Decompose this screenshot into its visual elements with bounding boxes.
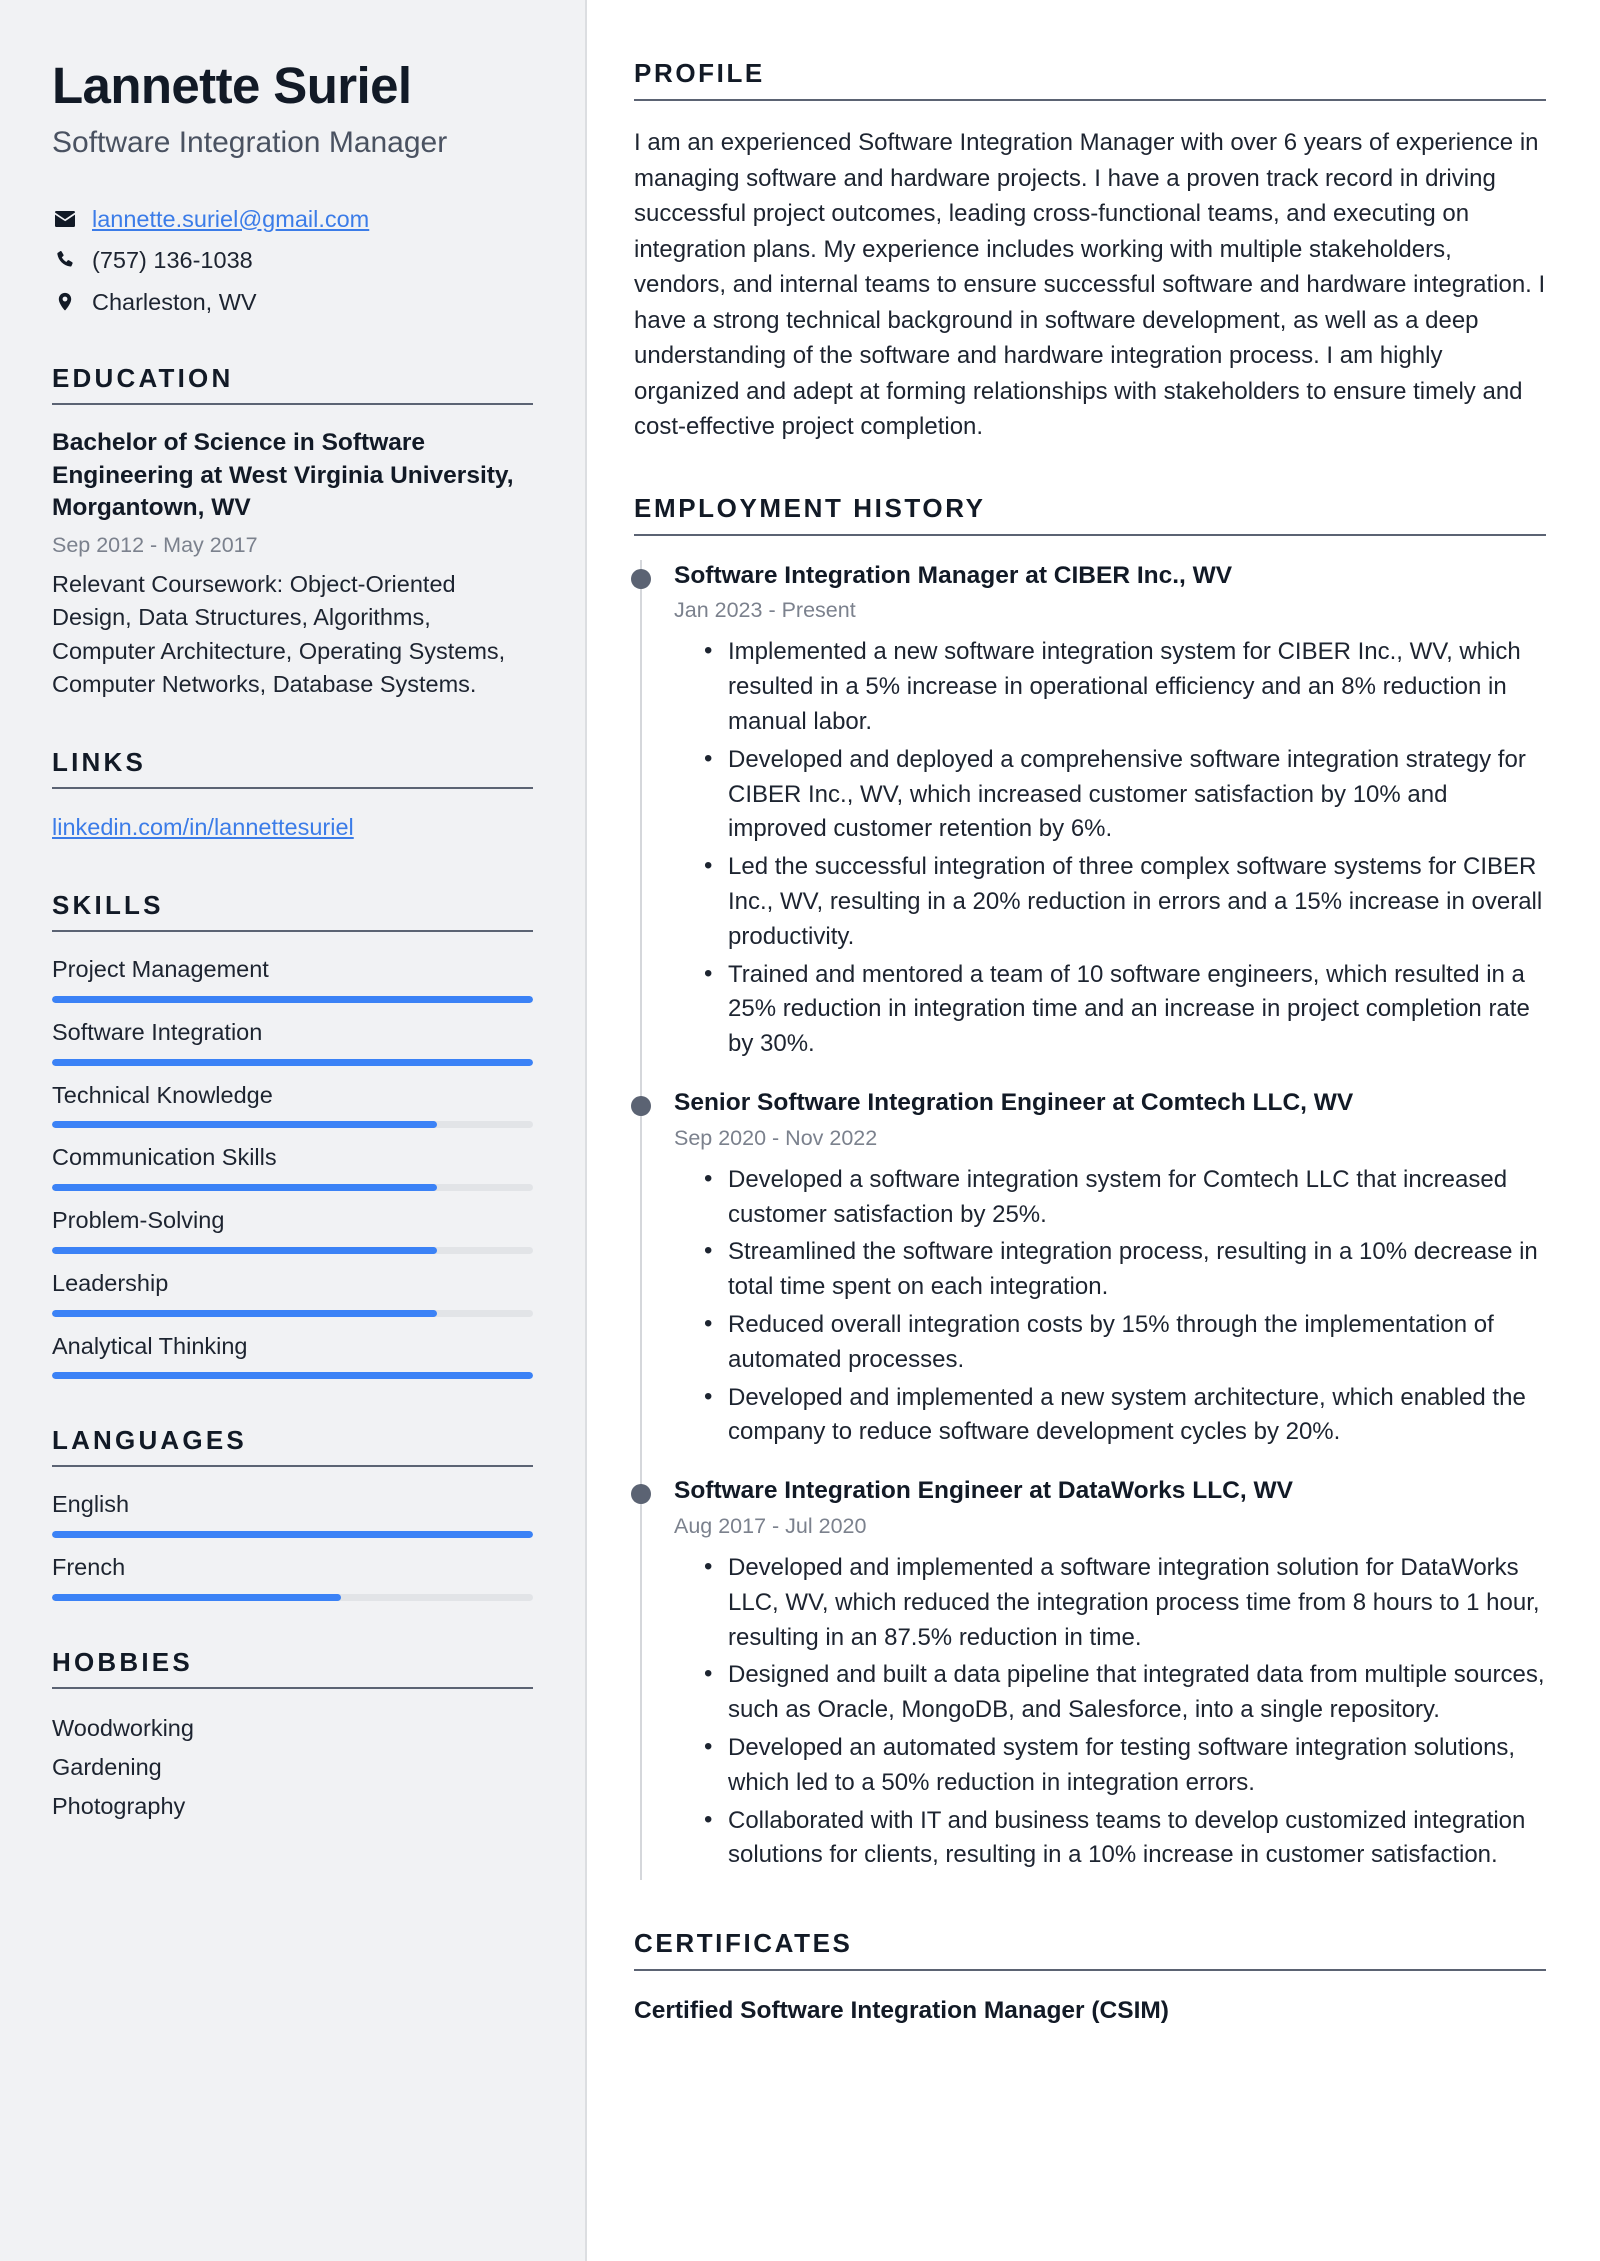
section-profile — [634, 58, 1546, 445]
skill-meter-fill — [52, 1184, 437, 1191]
skill-meter-track — [52, 1310, 533, 1317]
timeline-dot-icon — [631, 569, 651, 589]
section-employment-history — [634, 493, 1546, 1880]
employment-bullet: • Reduced overall integration costs by 15% through the implementation of automated processes. — [728, 1308, 1546, 1378]
skill-label: Analytical Thinking — [52, 1332, 248, 1359]
skill-meter-fill — [52, 996, 533, 1003]
employment-bullet: • Streamlined the software integration process, resulting in a 10% decrease in total time spent on each integration. — [728, 1235, 1546, 1305]
skill-label: Problem-Solving — [52, 1207, 225, 1234]
skill-label: Technical Knowledge — [52, 1081, 273, 1108]
language-row — [52, 1489, 533, 1538]
employment-bullets — [674, 1163, 1546, 1450]
employment-bullet: • Implemented a new software integration system for CIBER Inc., WV, which resulted in a 5% increase in operational efficiency and an 8% reduction in manual labor. — [728, 635, 1546, 739]
contact-phone-text: (757) 136-1038 — [92, 247, 253, 274]
skill-label: Software Integration — [52, 1018, 263, 1045]
education-description: Relevant Coursework: Object-Oriented Design, Data Structures, Algorithms, Computer Architecture, Operating Systems, Computer Networks, Database Systems. — [52, 570, 506, 697]
phone-icon — [52, 249, 78, 272]
education-dates: Sep 2012 - May 2017 — [52, 532, 258, 557]
employment-bullets — [674, 1551, 1546, 1873]
skill-meter-track — [52, 1247, 533, 1254]
language-label: English — [52, 1491, 130, 1518]
hobby-item: Woodworking — [52, 1714, 194, 1741]
languages-heading: LANGUAGES — [52, 1425, 533, 1467]
skill-meter-fill — [52, 1310, 437, 1317]
candidate-job-title: Software Integration Manager — [52, 126, 448, 160]
section-languages — [52, 1425, 533, 1600]
language-meter-fill — [52, 1594, 341, 1601]
contact-email-text[interactable]: lannette.suriel@gmail.com — [92, 205, 370, 232]
skill-row — [52, 1080, 533, 1129]
certificates-heading: CERTIFICATES — [634, 1928, 1546, 1971]
profile-text: I am an experienced Software Integration Manager with over 6 years of experience in managing software and hardware projects. I have a proven track record in driving successful project outcomes, leading cross-functional teams, and executing on integration plans. My experience includes working with multiple stakeholders, vendors, and internal teams to ensure successful software and hardware integration. I have a strong technical background in software development, as well as a deep understanding of the software and hardware integration process. I am highly organized and adept at forming relationships with stakeholders to ensure timely and cost-effective project completion. — [634, 129, 1546, 441]
contact-location-text: Charleston, WV — [92, 288, 257, 315]
employment-entry — [642, 1475, 1546, 1880]
employment-dates: Aug 2017 - Jul 2020 — [674, 1513, 867, 1538]
employment-bullet: • Developed a software integration system for Comtech LLC that increased customer satisfaction by 25%. — [728, 1163, 1546, 1233]
location-pin-icon — [52, 290, 78, 314]
profile-heading: PROFILE — [634, 58, 1546, 101]
employment-bullet: • Developed and implemented a new system architecture, which enabled the company to reduce software development cycles by 20%. — [728, 1381, 1546, 1451]
employment-dates: Sep 2020 - Nov 2022 — [674, 1125, 878, 1150]
employment-bullet: • Developed and implemented a software integration solution for DataWorks LLC, WV, which reduced the integration process time from 8 hours to 1 hour, resulting in an 87.5% reduction in time. — [728, 1551, 1546, 1655]
skill-label: Project Management — [52, 956, 269, 983]
spacer — [642, 1069, 1546, 1087]
skill-meter-fill — [52, 1247, 437, 1254]
skill-label: Leadership — [52, 1269, 169, 1296]
language-meter-track — [52, 1594, 533, 1601]
hobby-item: Gardening — [52, 1753, 162, 1780]
timeline-dot-icon — [631, 1484, 651, 1504]
skill-meter-track — [52, 1121, 533, 1128]
skill-meter-fill — [52, 1059, 533, 1066]
envelope-icon — [52, 207, 78, 231]
link-item-linkedin[interactable]: linkedin.com/in/lannettesuriel — [52, 814, 354, 841]
skill-row — [52, 1268, 533, 1317]
contact-list — [52, 204, 533, 318]
employment-bullets — [674, 635, 1546, 1062]
skill-meter-track — [52, 996, 533, 1003]
language-meter-track — [52, 1531, 533, 1538]
contact-phone-row — [52, 245, 533, 276]
employment-role: Software Integration Engineer at DataWorks LLC, WV — [674, 1477, 1293, 1505]
hobby-item: Photography — [52, 1792, 186, 1819]
links-heading: LINKS — [52, 747, 533, 789]
section-certificates — [634, 1928, 1546, 2027]
main-column — [587, 0, 1600, 2261]
timeline-dot-icon — [631, 1096, 651, 1116]
skill-row — [52, 1017, 533, 1066]
employment-bullet: • Trained and mentored a team of 10 software engineers, which resulted in a 25% reduction in integration time and an increase in project completion rate by 30%. — [728, 958, 1546, 1062]
certificate-title: Certified Software Integration Manager (CSIM) — [634, 1997, 1169, 2025]
section-education — [52, 363, 533, 701]
employment-role: Senior Software Integration Engineer at Comtech LLC, WV — [674, 1088, 1354, 1116]
skill-label: Communication Skills — [52, 1144, 277, 1171]
skill-row — [52, 1331, 533, 1380]
spacer — [642, 1457, 1546, 1475]
contact-email-row[interactable] — [52, 204, 533, 235]
skill-meter-track — [52, 1059, 533, 1066]
employment-role: Software Integration Manager at CIBER Inc., WV — [674, 561, 1233, 589]
skill-meter-fill — [52, 1372, 533, 1379]
employment-bullet: • Designed and built a data pipeline that integrated data from multiple sources, such as Oracle, MongoDB, and Salesforce, into a single repository. — [728, 1658, 1546, 1728]
section-skills — [52, 890, 533, 1379]
education-heading: EDUCATION — [52, 363, 533, 405]
skill-row — [52, 1142, 533, 1191]
section-hobbies — [52, 1647, 533, 1823]
skill-row — [52, 954, 533, 1003]
skills-heading: SKILLS — [52, 890, 533, 932]
skill-meter-track — [52, 1372, 533, 1379]
sidebar — [0, 0, 587, 2261]
skill-meter-fill — [52, 1121, 437, 1128]
hobbies-heading: HOBBIES — [52, 1647, 533, 1689]
education-degree: Bachelor of Science in Software Engineering at West Virginia University, Morgantown, WV — [52, 429, 514, 522]
section-links — [52, 747, 533, 844]
employment-entry — [642, 560, 1546, 1069]
language-row — [52, 1552, 533, 1601]
contact-location-row — [52, 287, 533, 318]
language-meter-fill — [52, 1531, 533, 1538]
employment-bullet: • Developed an automated system for testing software integration solutions, which led to a 50% reduction in integration errors. — [728, 1731, 1546, 1801]
skill-row — [52, 1205, 533, 1254]
employment-bullet: • Led the successful integration of three complex software systems for CIBER Inc., WV, resulting in a 20% reduction in errors and a 15% increase in overall productivity. — [728, 850, 1546, 954]
employment-timeline — [640, 560, 1546, 1880]
employment-dates: Jan 2023 - Present — [674, 598, 856, 623]
skill-meter-track — [52, 1184, 533, 1191]
candidate-name: Lannette Suriel — [52, 57, 412, 114]
employment-history-heading: EMPLOYMENT HISTORY — [634, 493, 1546, 536]
employment-bullet: • Collaborated with IT and business teams to develop customized integration solutions for clients, resulting in a 10% increase in customer satisfaction. — [728, 1804, 1546, 1874]
employment-entry — [642, 1087, 1546, 1457]
language-label: French — [52, 1553, 126, 1580]
employment-bullet: • Developed and deployed a comprehensive software integration strategy for CIBER Inc., WV, which increased customer satisfaction by 10% and improved customer retention by 6%. — [728, 743, 1546, 847]
